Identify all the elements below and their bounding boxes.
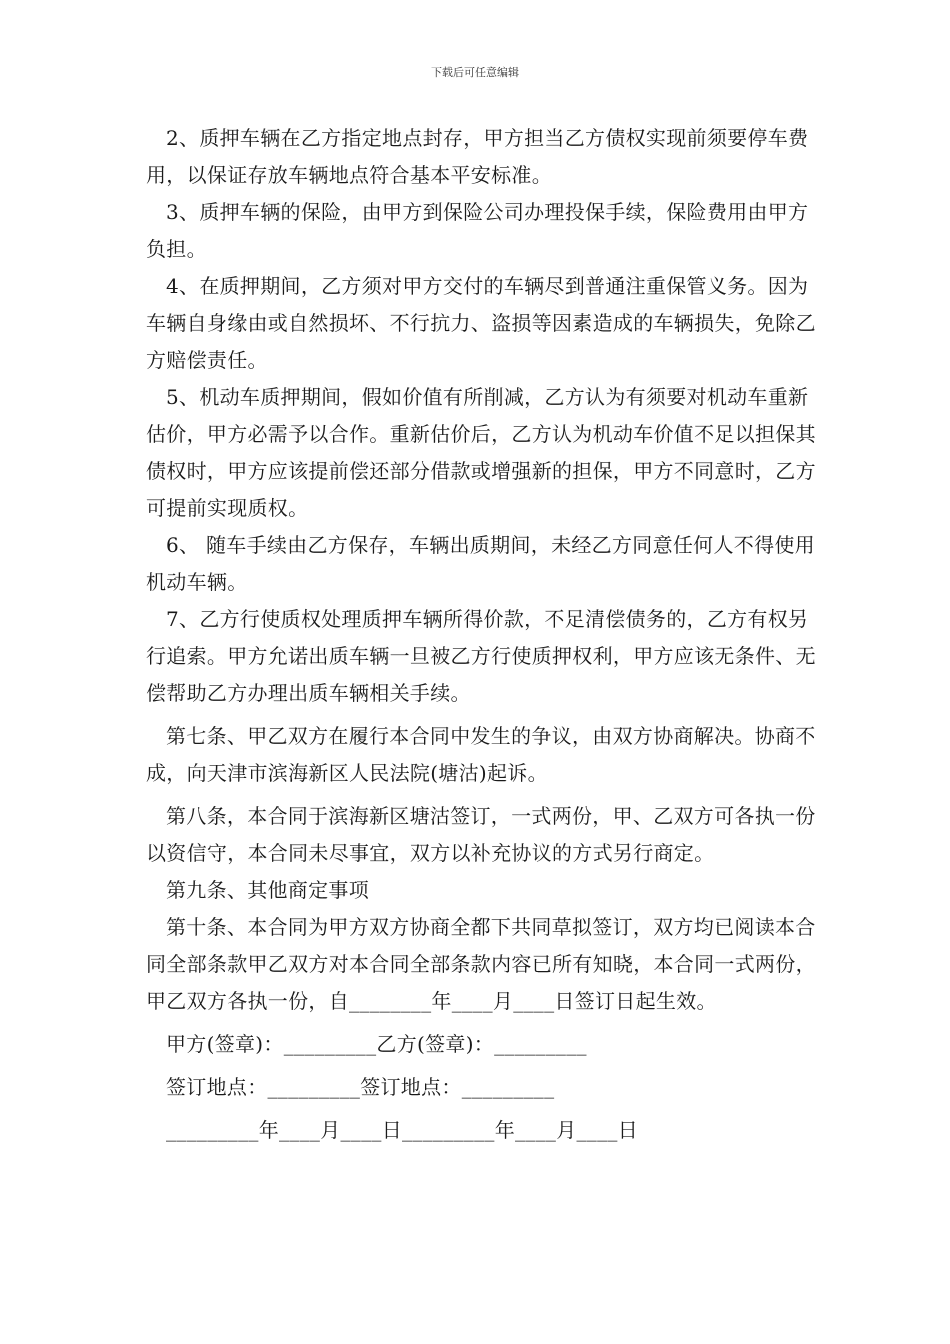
clause-3: 3、质押车辆的保险，由甲方到保险公司办理投保手续，保险费用由甲方负担。 [146, 200, 809, 261]
article-10: 第十条、本合同为甲方双方协商全都下共同草拟签订，双方均已阅读本合同全部条款甲乙双方对本合同全部条款内容已所有知晓，本合同一式两份，甲乙双方各执一份，自________年____月____日签订日起生效。 [146, 915, 816, 1013]
page-header: 下载后可任意编辑 [431, 66, 519, 79]
clause-2: 2、质押车辆在乙方指定地点封存，甲方担当乙方债权实现前须要停车费用，以保证存放车辆地点符合基本平安标准。 [146, 126, 809, 187]
article-8: 第八条，本合同于滨海新区塘沽签订，一式两份，甲、乙双方可各执一份以资信守，本合同未尽事宜，双方以补充协议的方式另行商定。 [146, 804, 816, 865]
clause-4: 4、在质押期间，乙方须对甲方交付的车辆尽到普通注重保管义务。因为车辆自身缘由或自然损坏、不行抗力、盗损等因素造成的车辆损失，免除乙方赔偿责任。 [146, 274, 816, 372]
clause-7: 7、乙方行使质权处理质押车辆所得价款，不足清偿债务的，乙方有权另行追索。甲方允诺出质车辆一旦被乙方行使质押权利，甲方应该无条件、无偿帮助乙方办理出质车辆相关手续。 [146, 607, 816, 705]
document-body [146, 120, 826, 1149]
signature-line: 甲方(签章)：_________乙方(签章)：_________ [166, 1032, 587, 1056]
clause-6: 6、 随车手续由乙方保存，车辆出质期间，未经乙方同意任何人不得使用机动车辆。 [146, 533, 815, 594]
signing-place-line: 签订地点：_________签订地点：_________ [166, 1075, 555, 1099]
article-7: 第七条、甲乙双方在履行本合同中发生的争议，由双方协商解决。协商不成，向天津市滨海新区人民法院(塘沽)起诉。 [146, 724, 816, 785]
clause-5: 5、机动车质押期间，假如价值有所削减，乙方认为有须要对机动车重新估价，甲方必需予以合作。重新估价后，乙方认为机动车价值不足以担保其债权时，甲方应该提前偿还部分借款或增强新的担保，甲方不同意时，乙方可提前实现质权。 [146, 385, 816, 520]
date-line: _________年____月____日_________年____月____日 [166, 1118, 638, 1142]
article-9: 第九条、其他商定事项 [166, 878, 369, 902]
